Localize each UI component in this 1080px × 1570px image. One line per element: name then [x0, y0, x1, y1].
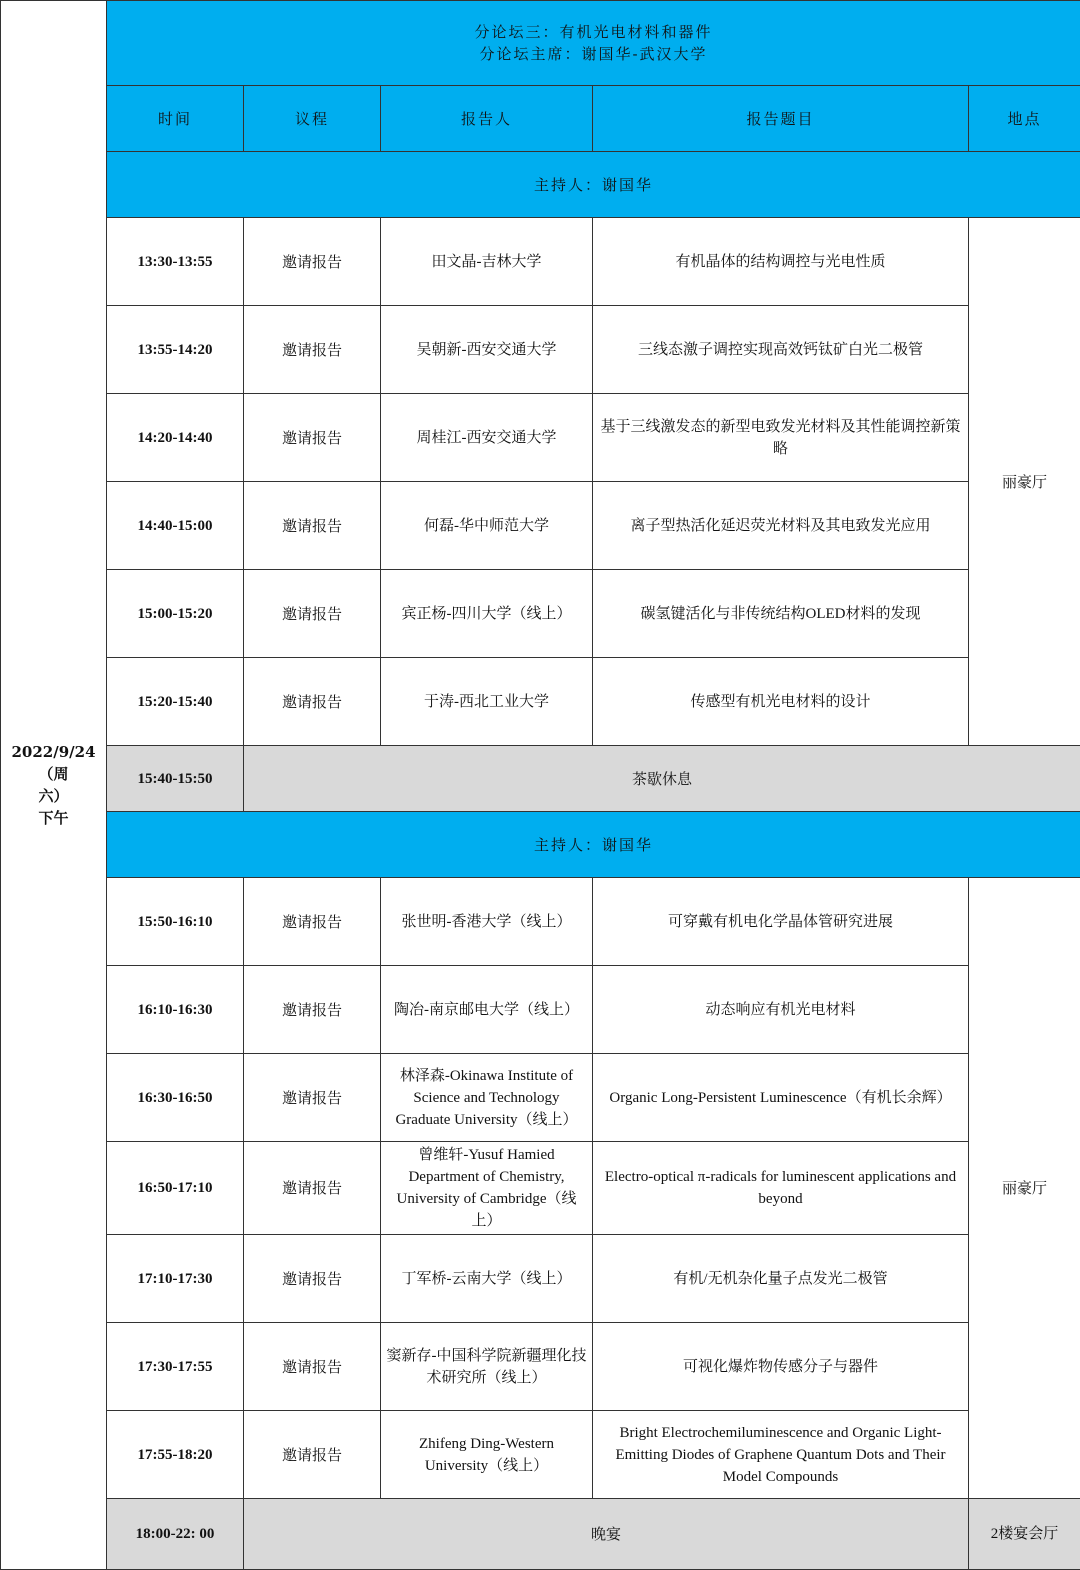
table-row [1, 1323, 1080, 1411]
column-header-row [1, 86, 1080, 152]
session1-host: 主持人：谢国华 [107, 152, 1080, 218]
row-speaker: Zhifeng Ding-Western University（线上） [381, 1411, 593, 1499]
row-topic: 可视化爆炸物传感分子与器件 [593, 1323, 969, 1411]
session1-venue: 丽豪厅 [969, 218, 1080, 746]
row-type: 邀请报告 [244, 878, 381, 966]
row-time: 15:20-15:40 [107, 658, 244, 746]
row-speaker: 窦新存-中国科学院新疆理化技术研究所（线上） [381, 1323, 593, 1411]
row-speaker: 陶冶-南京邮电大学（线上） [381, 966, 593, 1054]
row-time: 13:30-13:55 [107, 218, 244, 306]
column-header-speaker: 报告人 [381, 86, 593, 152]
table-row [1, 658, 1080, 746]
row-speaker: 张世明-香港大学（线上） [381, 878, 593, 966]
row-speaker: 丁军桥-云南大学（线上） [381, 1235, 593, 1323]
row-time: 16:30-16:50 [107, 1054, 244, 1142]
row-time: 14:40-15:00 [107, 482, 244, 570]
row-topic: Organic Long-Persistent Luminescence（有机长余辉） [593, 1054, 969, 1142]
row-type: 邀请报告 [244, 1142, 381, 1235]
title-row [1, 1, 1080, 86]
dinner-label: 晚宴 [244, 1499, 969, 1570]
table-row [1, 570, 1080, 658]
column-header-time: 时间 [107, 86, 244, 152]
row-type: 邀请报告 [244, 966, 381, 1054]
row-speaker: 于涛-西北工业大学 [381, 658, 593, 746]
table-row [1, 1142, 1080, 1235]
row-time: 13:55-14:20 [107, 306, 244, 394]
column-header-agenda: 议程 [244, 86, 381, 152]
row-time: 17:30-17:55 [107, 1323, 244, 1411]
row-time: 16:10-16:30 [107, 966, 244, 1054]
break-label: 茶歇休息 [244, 746, 1080, 812]
session2-venue: 丽豪厅 [969, 878, 1080, 1499]
row-topic: Bright Electrochemiluminescence and Organic Light-Emitting Diodes of Graphene Quantum Dots and Their Model Compounds [593, 1411, 969, 1499]
table-row [1, 878, 1080, 966]
table-row [1, 306, 1080, 394]
row-speaker: 宾正杨-四川大学（线上） [381, 570, 593, 658]
row-type: 邀请报告 [244, 1411, 381, 1499]
table-row [1, 966, 1080, 1054]
row-time: 17:10-17:30 [107, 1235, 244, 1323]
forum-title-line1: 分论坛三：有机光电材料和器件 [112, 21, 1075, 43]
date-line1: 2022/9/24（周 [6, 741, 101, 785]
table-row [1, 1054, 1080, 1142]
forum-chair: 分论坛主席：谢国华-武汉大学 [112, 43, 1075, 65]
row-topic: Electro-optical π-radicals for luminescent applications and beyond [593, 1142, 969, 1235]
row-topic: 动态响应有机光电材料 [593, 966, 969, 1054]
session2-host: 主持人：谢国华 [107, 812, 1080, 878]
row-type: 邀请报告 [244, 482, 381, 570]
date-line2: 六） [6, 785, 101, 807]
row-speaker: 何磊-华中师范大学 [381, 482, 593, 570]
table-row [1, 394, 1080, 482]
row-time: 15:50-16:10 [107, 878, 244, 966]
row-speaker: 林泽森-Okinawa Institute of Science and Technology Graduate University（线上） [381, 1054, 593, 1142]
dinner-row [1, 1499, 1080, 1570]
session2-host-row [1, 812, 1080, 878]
column-header-topic: 报告题目 [593, 86, 969, 152]
row-speaker: 田文晶-吉林大学 [381, 218, 593, 306]
table-row [1, 1235, 1080, 1323]
row-type: 邀请报告 [244, 1235, 381, 1323]
row-time: 16:50-17:10 [107, 1142, 244, 1235]
row-type: 邀请报告 [244, 306, 381, 394]
row-type: 邀请报告 [244, 394, 381, 482]
row-type: 邀请报告 [244, 218, 381, 306]
date-cell [1, 1, 107, 1570]
row-topic: 可穿戴有机电化学晶体管研究进展 [593, 878, 969, 966]
row-time: 14:20-14:40 [107, 394, 244, 482]
row-time: 17:55-18:20 [107, 1411, 244, 1499]
date-line3: 下午 [6, 807, 101, 829]
table-row [1, 218, 1080, 306]
row-type: 邀请报告 [244, 570, 381, 658]
row-time: 15:00-15:20 [107, 570, 244, 658]
break-time: 15:40-15:50 [107, 746, 244, 812]
table-row [1, 1411, 1080, 1499]
row-speaker: 曾维轩-Yusuf Hamied Department of Chemistry, University of Cambridge（线上） [381, 1142, 593, 1235]
row-topic: 基于三线激发态的新型电致发光材料及其性能调控新策略 [593, 394, 969, 482]
dinner-venue: 2楼宴会厅 [969, 1499, 1080, 1570]
row-topic: 有机晶体的结构调控与光电性质 [593, 218, 969, 306]
row-topic: 有机/无机杂化量子点发光二极管 [593, 1235, 969, 1323]
forum-title [107, 1, 1080, 86]
row-topic: 三线态激子调控实现高效钙钛矿白光二极管 [593, 306, 969, 394]
row-speaker: 周桂江-西安交通大学 [381, 394, 593, 482]
row-type: 邀请报告 [244, 1054, 381, 1142]
row-speaker: 吴朝新-西安交通大学 [381, 306, 593, 394]
column-header-venue: 地点 [969, 86, 1080, 152]
table-row [1, 482, 1080, 570]
dinner-time: 18:00-22: 00 [107, 1499, 244, 1570]
row-type: 邀请报告 [244, 658, 381, 746]
row-topic: 离子型热活化延迟荧光材料及其电致发光应用 [593, 482, 969, 570]
session1-host-row [1, 152, 1080, 218]
row-type: 邀请报告 [244, 1323, 381, 1411]
row-topic: 传感型有机光电材料的设计 [593, 658, 969, 746]
row-topic: 碳氢键活化与非传统结构OLED材料的发现 [593, 570, 969, 658]
break-row [1, 746, 1080, 812]
